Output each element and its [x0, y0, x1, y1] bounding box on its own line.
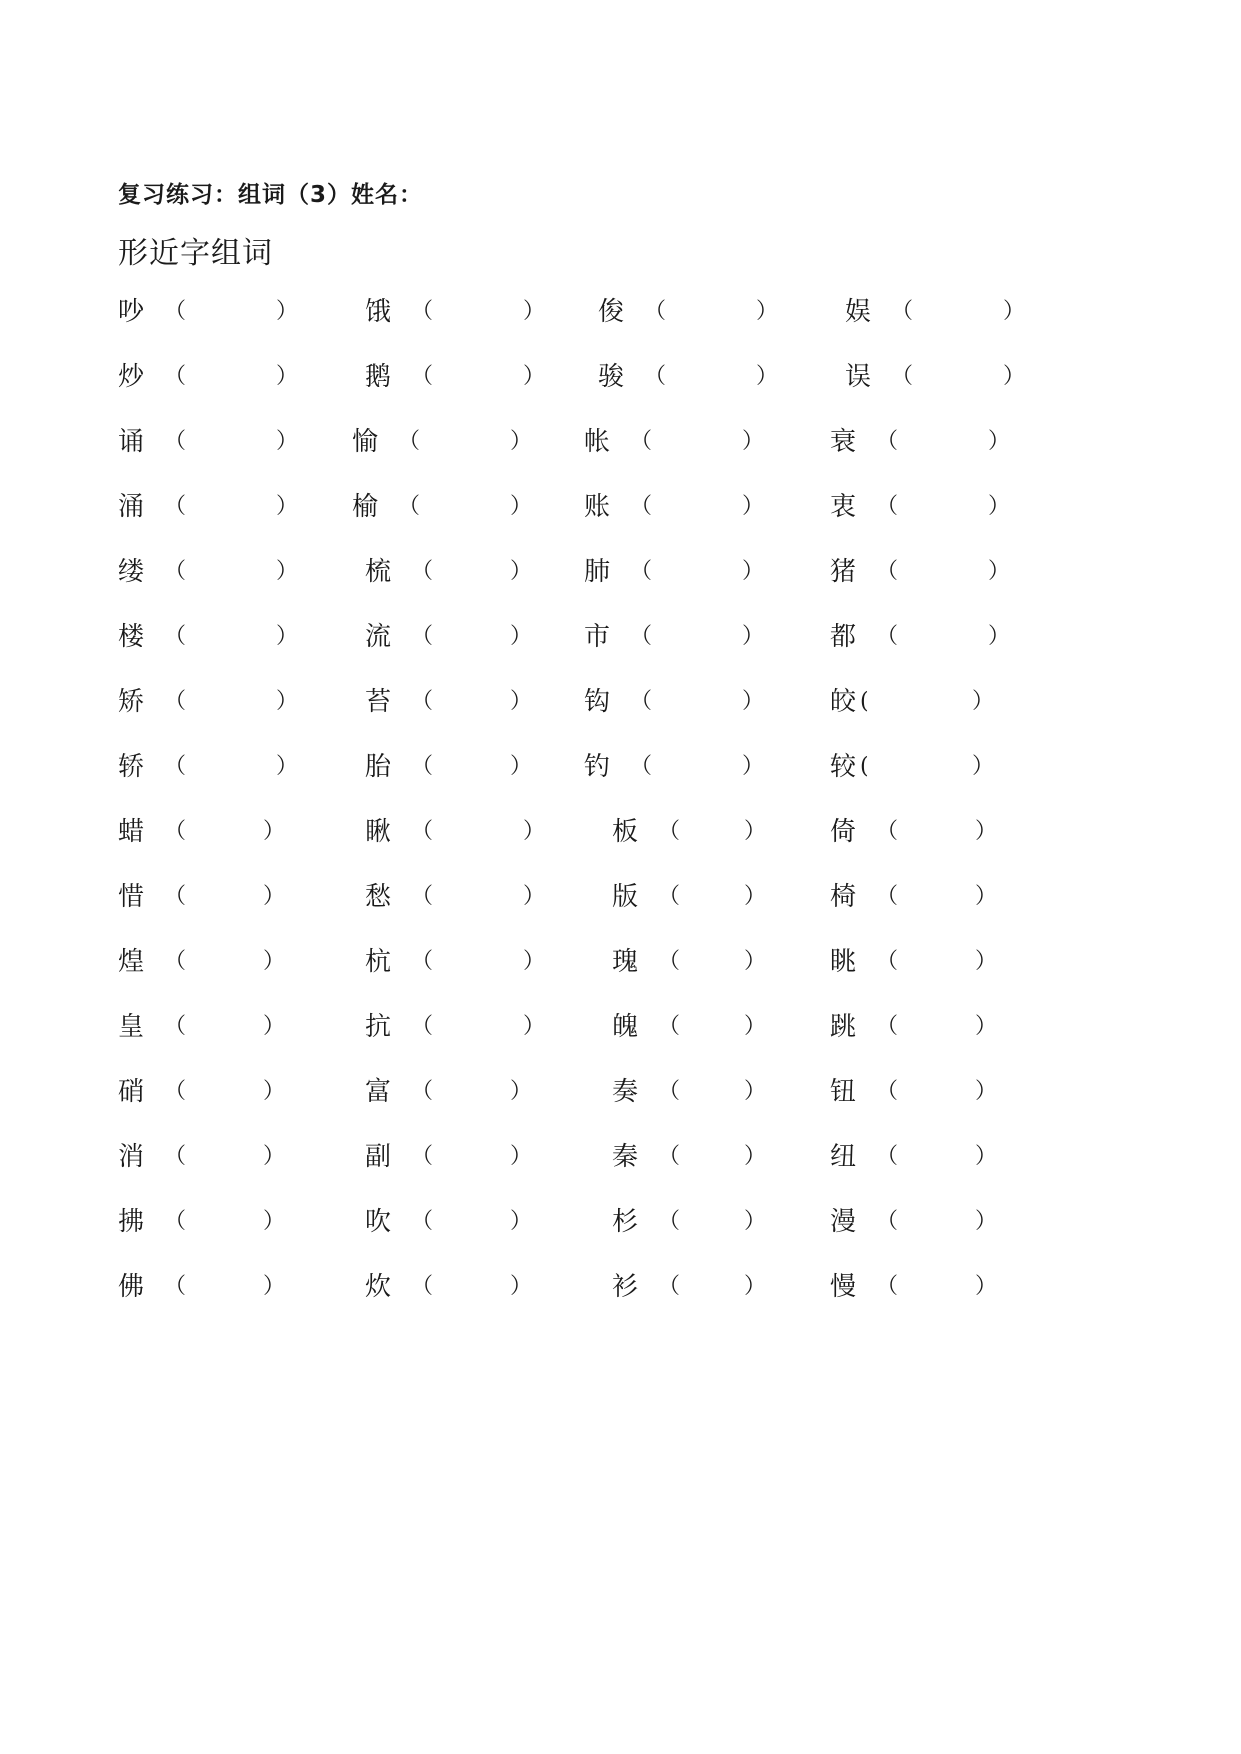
answer-blank-close: ）: [975, 1144, 998, 1169]
character: 拂: [118, 1207, 145, 1237]
answer-blank-open: （: [164, 884, 187, 909]
answer-blank-close: ）: [1003, 364, 1026, 389]
word-item: [845, 292, 1026, 332]
answer-blank-close: ）: [744, 884, 767, 909]
character: 瞅: [365, 817, 392, 847]
character: 副: [365, 1142, 392, 1172]
word-item: [118, 1007, 286, 1047]
character: 帐: [584, 427, 611, 457]
character: 缕: [118, 557, 145, 587]
word-item: [365, 617, 533, 657]
answer-blank-open: （: [411, 1014, 434, 1039]
character: 钓: [584, 752, 611, 782]
word-item: [118, 1267, 286, 1307]
character: 皇: [118, 1012, 145, 1042]
word-row: [0, 812, 1241, 852]
answer-blank-close: ）: [510, 494, 533, 519]
answer-blank-open: （: [398, 429, 421, 454]
word-item: [830, 552, 1011, 592]
answer-blank-close: ）: [510, 1079, 533, 1104]
word-item: [845, 357, 1026, 397]
answer-blank-open: (: [860, 754, 869, 779]
answer-blank-open: （: [411, 1209, 434, 1234]
character: 误: [845, 362, 872, 392]
word-item: [365, 812, 546, 852]
answer-blank-open: （: [164, 559, 187, 584]
answer-blank-open: （: [411, 559, 434, 584]
answer-blank-open: （: [658, 1144, 681, 1169]
character: 涌: [118, 492, 145, 522]
character: 炒: [118, 362, 145, 392]
answer-blank-close: ）: [972, 754, 995, 779]
answer-blank-close: ）: [988, 559, 1011, 584]
answer-blank-open: （: [658, 884, 681, 909]
character: 轿: [118, 752, 145, 782]
answer-blank-open: （: [164, 624, 187, 649]
word-row: [0, 1072, 1241, 1112]
answer-blank-open: （: [411, 1079, 434, 1104]
character: 愁: [365, 882, 392, 912]
answer-blank-open: （: [164, 754, 187, 779]
answer-blank-open: （: [658, 949, 681, 974]
answer-blank-close: ）: [510, 1209, 533, 1234]
character: 吹: [365, 1207, 392, 1237]
word-row: [0, 1007, 1241, 1047]
answer-blank-close: ）: [510, 429, 533, 454]
section-heading: 形近字组词: [118, 236, 273, 271]
word-item: [830, 1202, 998, 1242]
answer-blank-open: （: [876, 624, 899, 649]
answer-blank-open: （: [630, 689, 653, 714]
answer-blank-close: ）: [742, 754, 765, 779]
word-item: [118, 682, 299, 722]
character: 梳: [365, 557, 392, 587]
word-item: [365, 877, 546, 917]
character: 佛: [118, 1272, 145, 1302]
answer-blank-close: ）: [744, 819, 767, 844]
answer-blank-open: （: [630, 429, 653, 454]
character: 钩: [584, 687, 611, 717]
answer-blank-close: ）: [510, 689, 533, 714]
answer-blank-close: ）: [510, 1144, 533, 1169]
word-item: [830, 1007, 998, 1047]
word-item: [118, 747, 299, 787]
word-row: [0, 422, 1241, 462]
answer-blank-open: （: [876, 1274, 899, 1299]
word-item: [612, 1007, 767, 1047]
character: 胎: [365, 752, 392, 782]
word-item: [830, 942, 998, 982]
word-item: [118, 292, 299, 332]
answer-blank-close: ）: [988, 429, 1011, 454]
word-item: [118, 877, 286, 917]
answer-blank-open: （: [876, 819, 899, 844]
character: 板: [612, 817, 639, 847]
answer-blank-open: （: [164, 1274, 187, 1299]
word-row: [0, 942, 1241, 982]
answer-blank-close: ）: [510, 1274, 533, 1299]
answer-blank-close: ）: [276, 364, 299, 389]
word-item: [118, 552, 299, 592]
word-item: [612, 1202, 767, 1242]
word-item: [118, 1137, 286, 1177]
answer-blank-close: ）: [744, 1079, 767, 1104]
answer-blank-close: ）: [975, 949, 998, 974]
answer-blank-close: ）: [510, 624, 533, 649]
character: 吵: [118, 297, 145, 327]
character: 苔: [365, 687, 392, 717]
answer-blank-open: （: [644, 299, 667, 324]
answer-blank-close: ）: [263, 1014, 286, 1039]
word-row: [0, 877, 1241, 917]
character: 矫: [118, 687, 145, 717]
answer-blank-close: ）: [988, 624, 1011, 649]
answer-blank-close: ）: [744, 1144, 767, 1169]
word-row: [0, 1202, 1241, 1242]
word-item: [118, 812, 286, 852]
character: 流: [365, 622, 392, 652]
word-item: [830, 1137, 998, 1177]
word-item: [118, 617, 299, 657]
answer-blank-open: （: [630, 494, 653, 519]
character: 皎: [830, 687, 857, 717]
word-item: [612, 812, 767, 852]
answer-blank-close: ）: [744, 949, 767, 974]
word-item: [365, 1072, 533, 1112]
word-item: [584, 422, 765, 462]
answer-blank-open: （: [164, 364, 187, 389]
character: 市: [584, 622, 611, 652]
character: 眺: [830, 947, 857, 977]
word-item: [830, 877, 998, 917]
character: 蜡: [118, 817, 145, 847]
word-item: [118, 487, 299, 527]
character: 衷: [830, 492, 857, 522]
word-item: [830, 617, 1011, 657]
word-item: [365, 292, 546, 332]
word-row: [0, 682, 1241, 722]
word-item: [365, 1137, 533, 1177]
character: 抗: [365, 1012, 392, 1042]
character: 衫: [612, 1272, 639, 1302]
character: 杉: [612, 1207, 639, 1237]
character: 奏: [612, 1077, 639, 1107]
character: 炊: [365, 1272, 392, 1302]
word-item: [365, 1202, 533, 1242]
character: 俊: [598, 297, 625, 327]
answer-blank-open: （: [876, 949, 899, 974]
answer-blank-close: ）: [744, 1209, 767, 1234]
answer-blank-close: ）: [523, 819, 546, 844]
word-item: [598, 357, 779, 397]
answer-blank-open: （: [411, 819, 434, 844]
answer-blank-close: ）: [523, 364, 546, 389]
answer-blank-close: ）: [523, 884, 546, 909]
word-item: [612, 1137, 767, 1177]
word-item: [584, 682, 765, 722]
character: 秦: [612, 1142, 639, 1172]
answer-blank-close: ）: [263, 819, 286, 844]
character: 愉: [352, 427, 379, 457]
character: 消: [118, 1142, 145, 1172]
answer-blank-close: ）: [975, 1079, 998, 1104]
answer-blank-open: （: [398, 494, 421, 519]
answer-blank-close: ）: [523, 949, 546, 974]
word-item: [118, 1072, 286, 1112]
word-item: [365, 1267, 533, 1307]
word-item: [365, 747, 533, 787]
word-item: [365, 357, 546, 397]
answer-blank-close: ）: [742, 624, 765, 649]
answer-blank-open: （: [411, 1144, 434, 1169]
answer-blank-close: ）: [975, 884, 998, 909]
answer-blank-close: ）: [510, 559, 533, 584]
character: 钮: [830, 1077, 857, 1107]
word-item: [584, 747, 765, 787]
answer-blank-open: （: [164, 1144, 187, 1169]
answer-blank-close: ）: [276, 624, 299, 649]
word-item: [598, 292, 779, 332]
answer-blank-open: （: [876, 1144, 899, 1169]
answer-blank-close: ）: [742, 689, 765, 714]
answer-blank-open: （: [891, 364, 914, 389]
character: 纽: [830, 1142, 857, 1172]
character: 跳: [830, 1012, 857, 1042]
character: 榆: [352, 492, 379, 522]
word-item: [365, 1007, 546, 1047]
answer-blank-close: ）: [276, 299, 299, 324]
word-item: [612, 877, 767, 917]
answer-blank-close: ）: [744, 1274, 767, 1299]
word-item: [118, 357, 299, 397]
character: 椅: [830, 882, 857, 912]
answer-blank-open: （: [630, 754, 653, 779]
answer-blank-close: ）: [523, 1014, 546, 1039]
word-item: [830, 682, 995, 722]
answer-blank-open: （: [164, 689, 187, 714]
answer-blank-open: （: [164, 819, 187, 844]
word-item: [612, 1267, 767, 1307]
answer-blank-close: ）: [276, 429, 299, 454]
character: 倚: [830, 817, 857, 847]
answer-blank-open: （: [164, 299, 187, 324]
page-title: 复习练习：组词（3）姓名：: [118, 182, 424, 208]
character: 瑰: [612, 947, 639, 977]
word-item: [365, 682, 533, 722]
answer-blank-close: ）: [263, 884, 286, 909]
answer-blank-close: ）: [263, 1079, 286, 1104]
answer-blank-close: ）: [975, 1209, 998, 1234]
answer-blank-open: （: [630, 624, 653, 649]
character: 魄: [612, 1012, 639, 1042]
word-row: [0, 292, 1241, 332]
character: 版: [612, 882, 639, 912]
answer-blank-close: ）: [972, 689, 995, 714]
answer-blank-open: （: [411, 949, 434, 974]
word-item: [830, 422, 1011, 462]
character: 骏: [598, 362, 625, 392]
word-item: [612, 942, 767, 982]
character: 娱: [845, 297, 872, 327]
answer-blank-open: （: [164, 1079, 187, 1104]
word-row: [0, 1137, 1241, 1177]
character: 账: [584, 492, 611, 522]
character: 鹅: [365, 362, 392, 392]
answer-blank-close: ）: [975, 819, 998, 844]
word-item: [118, 1202, 286, 1242]
word-row: [0, 487, 1241, 527]
character: 猪: [830, 557, 857, 587]
answer-blank-close: ）: [975, 1014, 998, 1039]
answer-blank-close: ）: [263, 1209, 286, 1234]
character: 惜: [118, 882, 145, 912]
answer-blank-close: ）: [263, 1144, 286, 1169]
character: 杭: [365, 947, 392, 977]
answer-blank-close: ）: [276, 494, 299, 519]
answer-blank-close: ）: [510, 754, 533, 779]
character: 楼: [118, 622, 145, 652]
answer-blank-close: ）: [988, 494, 1011, 519]
answer-blank-open: （: [411, 299, 434, 324]
answer-blank-open: （: [411, 884, 434, 909]
answer-blank-close: ）: [742, 559, 765, 584]
answer-blank-open: （: [411, 364, 434, 389]
word-item: [352, 487, 533, 527]
answer-blank-close: ）: [276, 754, 299, 779]
answer-blank-open: （: [876, 1014, 899, 1039]
answer-blank-close: ）: [1003, 299, 1026, 324]
character: 诵: [118, 427, 145, 457]
answer-blank-open: （: [164, 1209, 187, 1234]
character: 饿: [365, 297, 392, 327]
word-item: [584, 552, 765, 592]
word-item: [612, 1072, 767, 1112]
word-item: [830, 487, 1011, 527]
answer-blank-open: （: [876, 1079, 899, 1104]
answer-blank-open: （: [876, 559, 899, 584]
character: 煌: [118, 947, 145, 977]
word-row: [0, 1267, 1241, 1307]
answer-blank-close: ）: [523, 299, 546, 324]
answer-blank-open: （: [164, 494, 187, 519]
answer-blank-open: （: [411, 624, 434, 649]
answer-blank-close: ）: [276, 559, 299, 584]
answer-blank-close: ）: [276, 689, 299, 714]
answer-blank-open: （: [164, 949, 187, 974]
answer-blank-open: （: [876, 429, 899, 454]
word-item: [584, 617, 765, 657]
answer-blank-open: （: [658, 1274, 681, 1299]
character: 衰: [830, 427, 857, 457]
answer-blank-close: ）: [744, 1014, 767, 1039]
character: 慢: [830, 1272, 857, 1302]
answer-blank-close: ）: [975, 1274, 998, 1299]
answer-blank-open: （: [630, 559, 653, 584]
word-item: [118, 942, 286, 982]
word-item: [830, 1267, 998, 1307]
answer-blank-close: ）: [263, 1274, 286, 1299]
character: 硝: [118, 1077, 145, 1107]
answer-blank-open: （: [644, 364, 667, 389]
answer-blank-close: ）: [756, 364, 779, 389]
character: 较: [830, 752, 857, 782]
word-item: [118, 422, 299, 462]
answer-blank-open: (: [860, 689, 869, 714]
word-item: [352, 422, 533, 462]
character: 肺: [584, 557, 611, 587]
answer-blank-open: （: [658, 819, 681, 844]
answer-blank-close: ）: [756, 299, 779, 324]
character: 漫: [830, 1207, 857, 1237]
answer-blank-open: （: [411, 754, 434, 779]
word-row: [0, 617, 1241, 657]
word-item: [584, 487, 765, 527]
answer-blank-open: （: [876, 884, 899, 909]
answer-blank-open: （: [876, 1209, 899, 1234]
word-item: [830, 812, 998, 852]
answer-blank-open: （: [658, 1209, 681, 1234]
answer-blank-open: （: [658, 1079, 681, 1104]
answer-blank-close: ）: [263, 949, 286, 974]
word-item: [365, 942, 546, 982]
answer-blank-open: （: [658, 1014, 681, 1039]
word-item: [365, 552, 533, 592]
word-item: [830, 747, 995, 787]
answer-blank-open: （: [891, 299, 914, 324]
answer-blank-open: （: [164, 429, 187, 454]
character: 都: [830, 622, 857, 652]
answer-blank-close: ）: [742, 494, 765, 519]
answer-blank-open: （: [876, 494, 899, 519]
answer-blank-open: （: [411, 689, 434, 714]
word-row: [0, 747, 1241, 787]
word-row: [0, 552, 1241, 592]
word-item: [830, 1072, 998, 1112]
word-row: [0, 357, 1241, 397]
answer-blank-open: （: [164, 1014, 187, 1039]
answer-blank-close: ）: [742, 429, 765, 454]
character: 富: [365, 1077, 392, 1107]
answer-blank-open: （: [411, 1274, 434, 1299]
